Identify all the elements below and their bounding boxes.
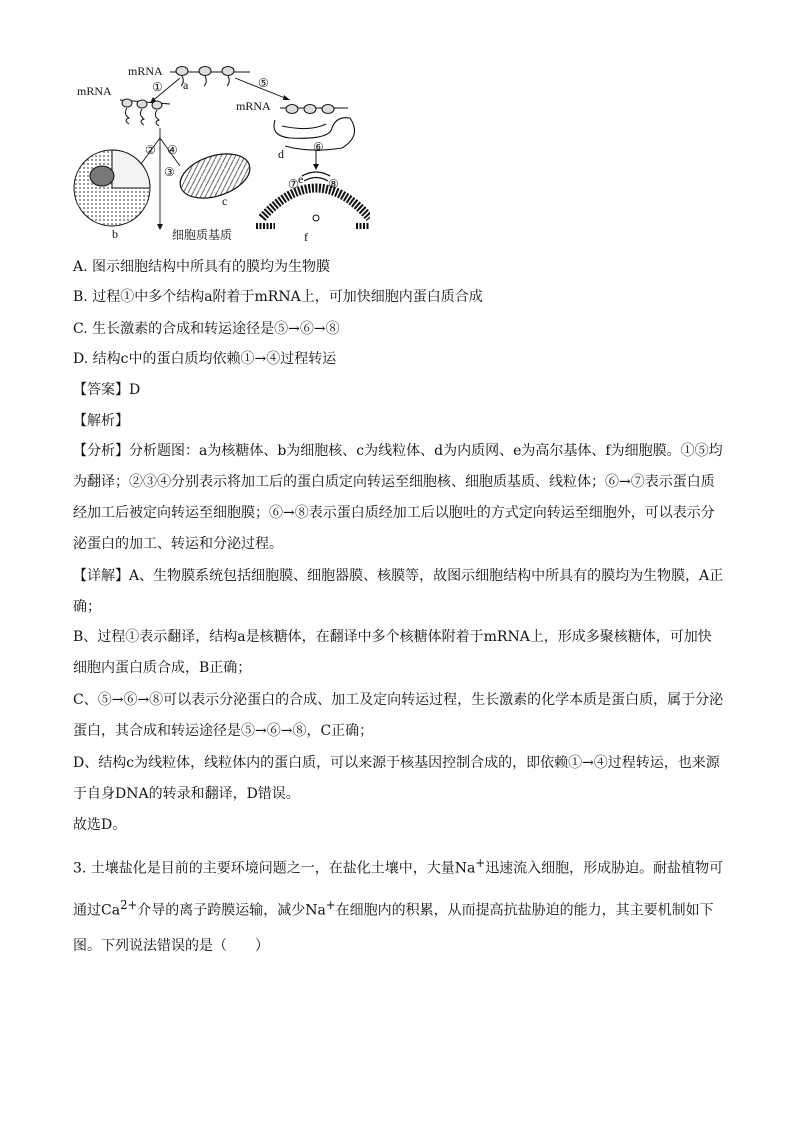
label-e: e (298, 172, 304, 186)
q3-sup2: 2+ (120, 897, 138, 912)
answer-label: 【答案】 (73, 382, 129, 398)
answer-line (73, 380, 733, 400)
label-p4: ④ (167, 143, 178, 157)
q3-part1: 3. 土壤盐化是目前的主要环境问题之一，在盐化土壤中，大量Na (73, 860, 476, 877)
label-f: f (304, 230, 308, 244)
label-p6: ⑥ (313, 140, 324, 154)
q3-sup1: + (475, 856, 486, 870)
cell-structure-figure (70, 58, 370, 248)
mitochondrion-c (175, 146, 256, 206)
conclusion: 故选D。 (73, 817, 127, 833)
golgi-e (302, 172, 330, 181)
label-b: b (112, 227, 118, 241)
q3-part3: 介导的离子跨膜运输，减少Na (137, 902, 326, 919)
option-c: C. 生长激素的合成和转运途径是⑤→⑥→⑧ (73, 321, 340, 337)
option-b: B. 过程①中多个结构a附着于mRNA上，可加快细胞内蛋白质合成 (73, 289, 483, 305)
label-p2: ② (145, 143, 156, 157)
analysis-paragraph: 【分析】分析题图：a为核糖体、b为细胞核、c为线粒体、d为内质网、e为高尔基体、f为细胞膜。①⑤均为翻译；②③④分别表示将加工后的蛋白质定向转运至细胞核、细胞质基质、线粒体；⑥→⑦表示蛋白质经加工后被定向转运至细胞膜；⑥→⑧表示蛋白质经加工后以胞吐的方式定向转运至细胞外，可以表示分泌蛋白的加工、转运和分泌过程。 (73, 443, 723, 552)
q3-part4: 在细胞内的积累，从而提高抗盐胁迫的能力，其主要机制如下图。下列说法错误的是（ ） (73, 902, 714, 955)
label-cytoplasm: 细胞质基质 (172, 228, 233, 242)
label-a: a (183, 78, 189, 92)
answer-value: D (129, 382, 141, 398)
label-d: d (278, 147, 284, 161)
analysis-label: 【解析】 (73, 413, 129, 429)
cell-diagram (70, 58, 370, 248)
label-p8: ⑧ (328, 177, 339, 191)
detail-c: C、⑤→⑥→⑧可以表示分泌蛋白的合成、加工及定向转运过程，生长激素的化学本质是蛋白质，属于分泌蛋白，其合成和转运途径是⑤→⑥→⑧，C正确； (73, 692, 724, 739)
label-mrna-left: mRNA (77, 84, 112, 98)
label-c: c (222, 194, 228, 208)
question-3 (73, 845, 725, 964)
label-p5: ⑤ (258, 76, 269, 90)
ribosomes-right (286, 105, 334, 114)
detail-d: D、结构c为线粒体，线粒体内的蛋白质，可以来源于核基因控制合成的，即依赖①→④过程转运，也来源于自身DNA的转录和翻译，D错误。 (73, 755, 720, 802)
detail-b: B、过程①表示翻译，结构a是核糖体，在翻译中多个核糖体附着于mRNA上，形成多聚核糖体，可加快细胞内蛋白质合成，B正确； (73, 629, 712, 676)
label-p1: ① (152, 80, 163, 94)
q3-sup3: + (325, 897, 336, 912)
option-a: A. 图示细胞结构中所具有的膜均为生物膜 (73, 259, 331, 275)
detail-a: 【详解】A、生物膜系统包括细胞膜、细胞器膜、核膜等，故图示细胞结构中所具有的膜均为生物膜，A正确； (73, 568, 724, 615)
label-p7: ⑦ (288, 177, 299, 191)
option-d: D. 结构c中的蛋白质均依赖①→④过程转运 (73, 351, 337, 367)
ribosomes-left (122, 99, 162, 126)
q3-part2: 迅速流入细胞，形成胁迫。耐盐植物可通过Ca (73, 860, 724, 919)
membrane-f (256, 188, 370, 226)
label-mrna-right: mRNA (236, 99, 271, 113)
nucleus-b (74, 150, 150, 226)
label-mrna-top: mRNA (128, 64, 163, 78)
label-p3: ③ (164, 165, 175, 179)
